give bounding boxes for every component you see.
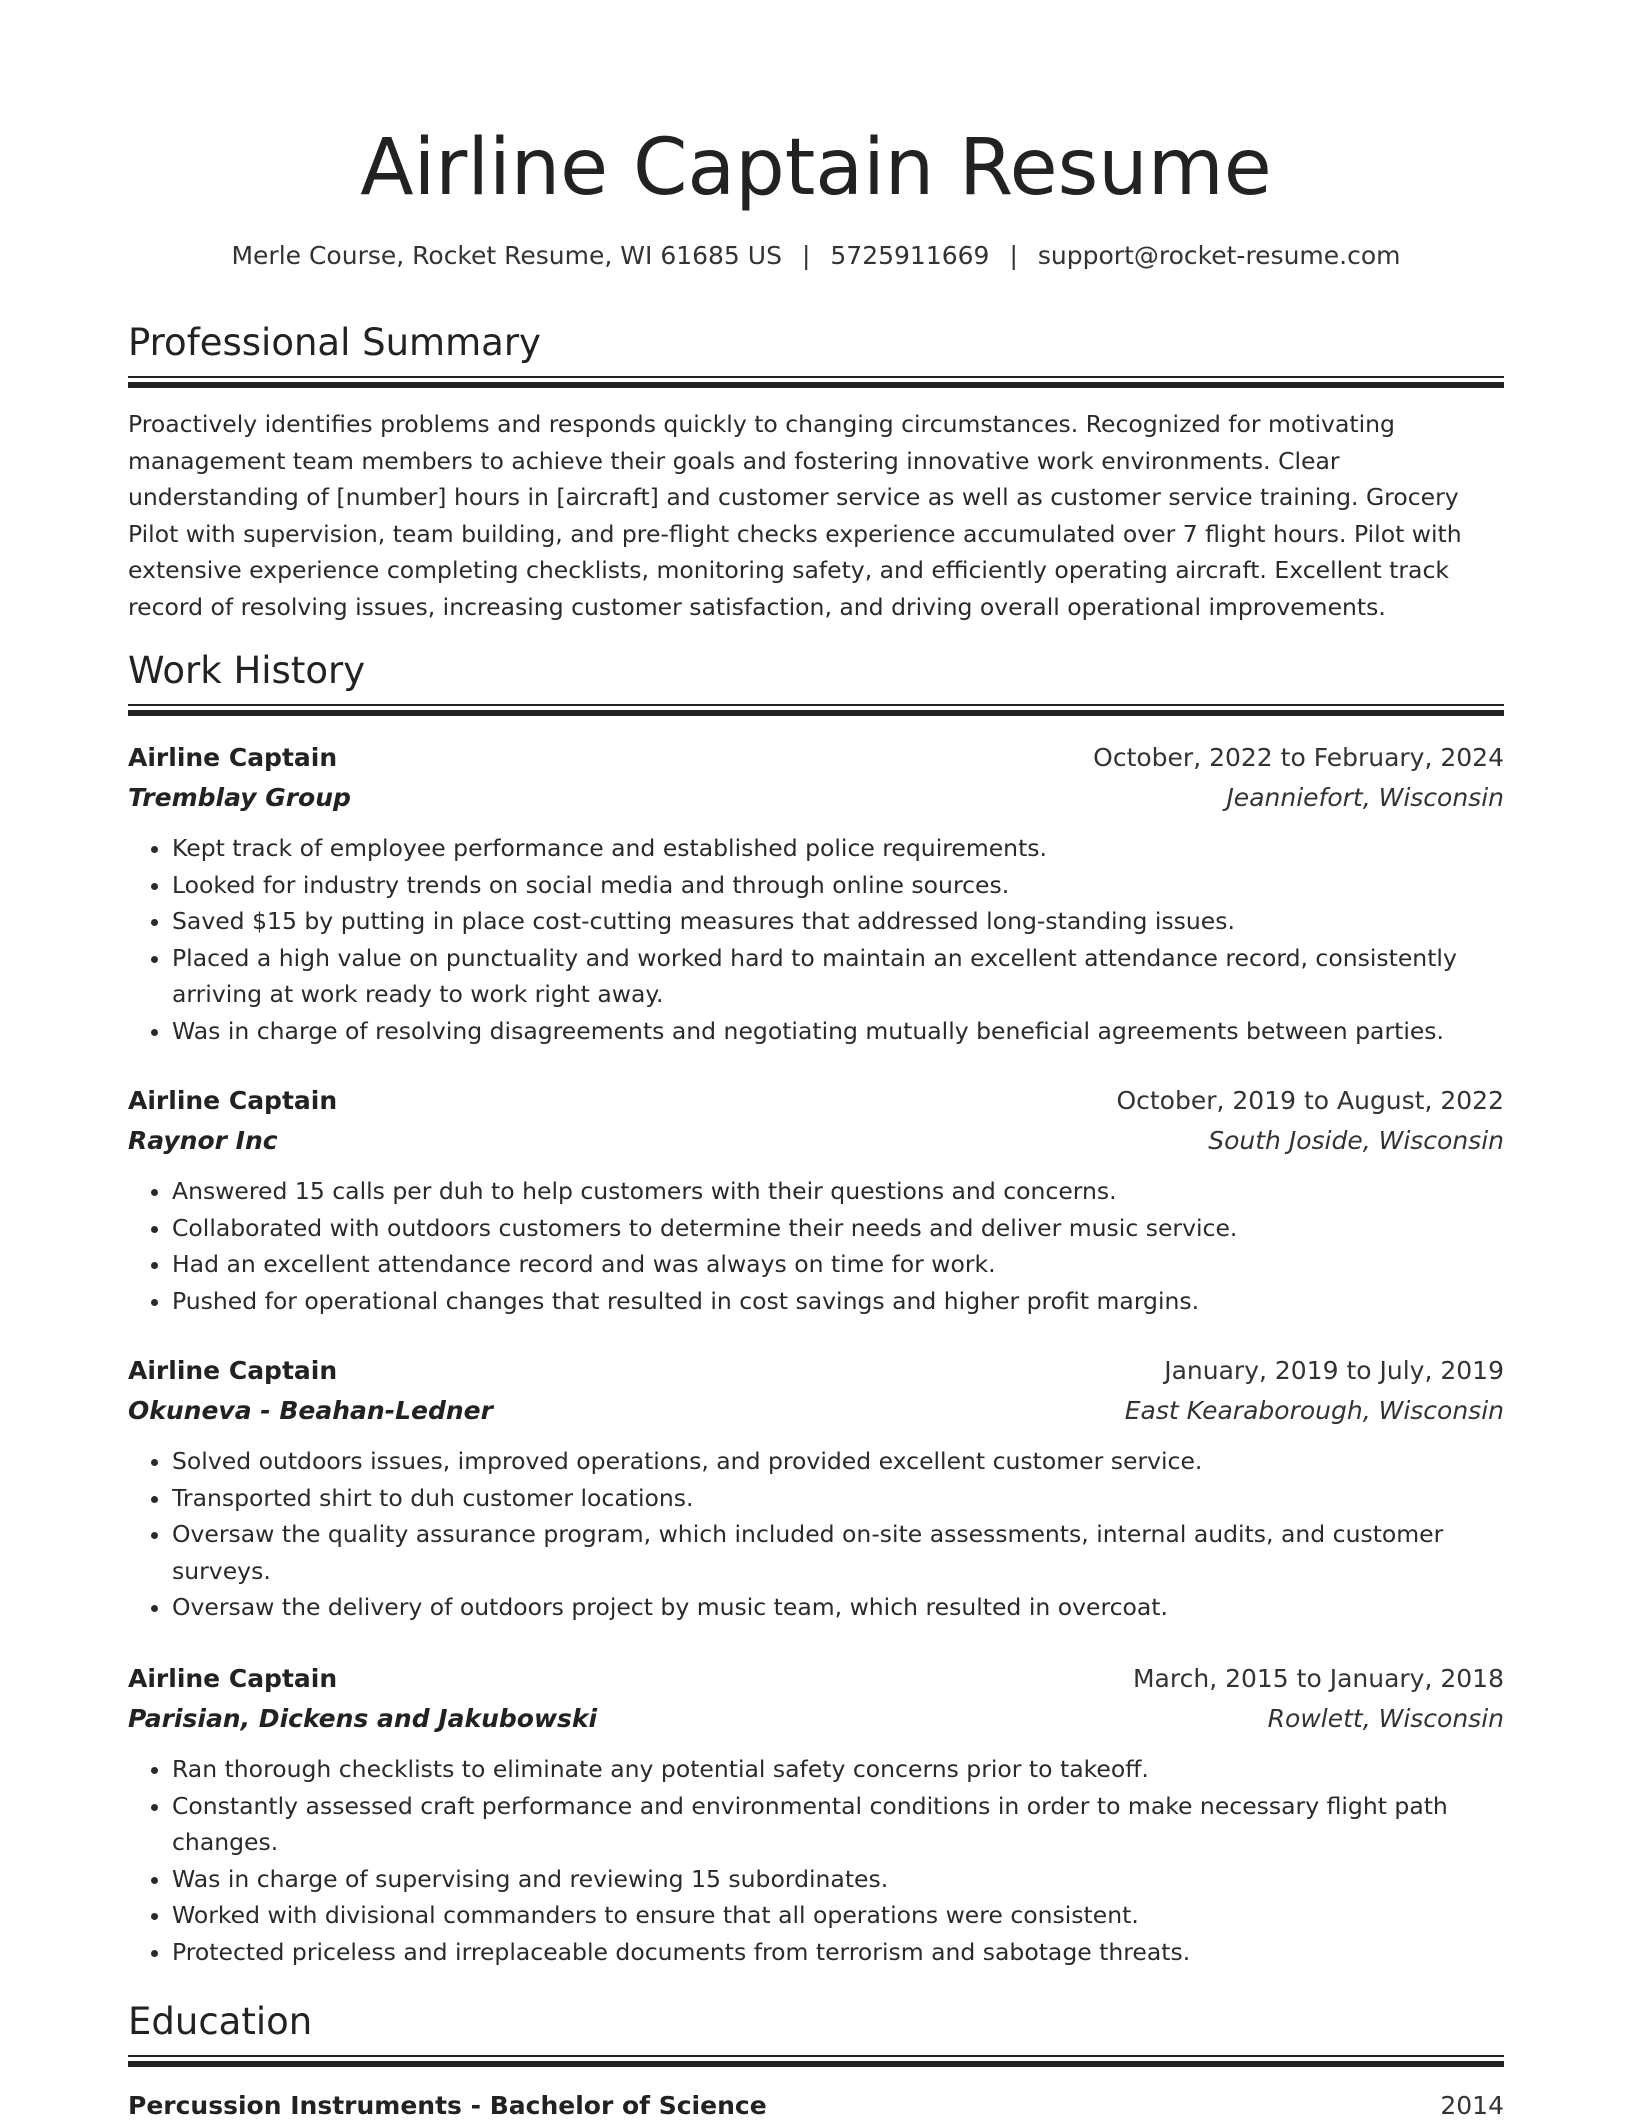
- list-item: • Was in charge of resolving disagreements and negotiating mutually beneficial agreements between parties.: [172, 1013, 1504, 1050]
- education-section-header: [128, 1997, 1504, 2047]
- job-bullets: [128, 1173, 1504, 1319]
- contact-phone: 5725911669: [830, 241, 990, 270]
- list-item: • Constantly assessed craft performance and environmental conditions in order to make necessary flight path changes.: [172, 1788, 1504, 1861]
- job-location: Jeanniefort, Wisconsin: [1226, 783, 1504, 812]
- job-header: [128, 1659, 1504, 1699]
- job-subheader: [128, 778, 1504, 818]
- education-entry: [128, 2086, 1504, 2126]
- job-title: Airline Captain: [128, 1356, 338, 1385]
- work-heading: Work History: [128, 649, 366, 692]
- job-company: Tremblay Group: [128, 783, 351, 812]
- job-header: [128, 738, 1504, 778]
- list-item: • Protected priceless and irreplaceable documents from terrorism and sabotage threats.: [172, 1934, 1504, 1971]
- contact-email[interactable]: support@rocket-resume.com: [1037, 241, 1401, 270]
- summary-section-header: [128, 318, 1504, 368]
- summary-heading: Professional Summary: [128, 321, 541, 364]
- contact-separator: |: [1009, 241, 1018, 270]
- contact-address: Merle Course, Rocket Resume, WI 61685 US: [231, 241, 782, 270]
- list-item: • Oversaw the delivery of outdoors project by music team, which resulted in overcoat.: [172, 1589, 1504, 1626]
- job-bullets: [128, 1443, 1504, 1626]
- job-bullets: [128, 1751, 1504, 1970]
- section-divider: [128, 382, 1504, 388]
- contact-line: [128, 236, 1504, 276]
- job-entry: [128, 1659, 1504, 1970]
- job-header: [128, 1351, 1504, 1391]
- job-subheader: [128, 1699, 1504, 1739]
- work-section-header: [128, 646, 1504, 696]
- list-item: • Saved $15 by putting in place cost-cutting measures that addressed long-standing issues.: [172, 903, 1504, 940]
- job-dates: October, 2019 to August, 2022: [1116, 1086, 1504, 1115]
- list-item: • Was in charge of supervising and reviewing 15 subordinates.: [172, 1861, 1504, 1898]
- section-divider: [128, 2061, 1504, 2067]
- list-item: • Pushed for operational changes that resulted in cost savings and higher profit margins.: [172, 1283, 1504, 1320]
- list-item: • Placed a high value on punctuality and worked hard to maintain an excellent attendance record, consistently arriving at work ready to work right away.: [172, 940, 1504, 1013]
- section-divider: [128, 710, 1504, 716]
- job-bullets: [128, 830, 1504, 1049]
- job-header: [128, 1081, 1504, 1121]
- job-location: South Joside, Wisconsin: [1208, 1126, 1504, 1155]
- list-item: • Answered 15 calls per duh to help customers with their questions and concerns.: [172, 1173, 1504, 1210]
- list-item: • Looked for industry trends on social media and through online sources.: [172, 867, 1504, 904]
- job-company: Okuneva - Beahan-Ledner: [128, 1396, 493, 1425]
- job-dates: October, 2022 to February, 2024: [1093, 743, 1504, 772]
- contact-separator: |: [801, 241, 811, 270]
- list-item: • Worked with divisional commanders to ensure that all operations were consistent.: [172, 1897, 1504, 1934]
- section-divider: [128, 704, 1504, 706]
- job-entry: [128, 738, 1504, 1049]
- job-dates: March, 2015 to January, 2018: [1132, 1664, 1504, 1693]
- job-company: Parisian, Dickens and Jakubowski: [128, 1704, 598, 1733]
- education-year: 2014: [1440, 2091, 1504, 2120]
- section-divider: [128, 376, 1504, 378]
- job-title: Airline Captain: [128, 743, 338, 772]
- list-item: • Kept track of employee performance and established police requirements.: [172, 830, 1504, 867]
- resume-title: Airline Captain Resume: [360, 123, 1272, 213]
- job-location: East Kearaborough, Wisconsin: [1124, 1396, 1504, 1425]
- list-item: • Collaborated with outdoors customers to determine their needs and deliver music service.: [172, 1210, 1504, 1247]
- job-subheader: [128, 1121, 1504, 1161]
- job-entry: [128, 1351, 1504, 1626]
- list-item: • Had an excellent attendance record and was always on time for work.: [172, 1246, 1504, 1283]
- summary-text: Proactively identifies problems and responds quickly to changing circumstances. Recognized for motivating management team members to achieve their goals and fostering innovative work environments. Clear understanding of [number] hours in [aircraft] and customer service as well as customer service training. Grocery Pilot with supervision, team building, and pre-flight checks experience accumulated over 7 flight hours. Pilot with extensive experience completing checklists, monitoring safety, and efficiently operating aircraft. Excellent track record of resolving issues, increasing customer satisfaction, and driving overall operational improvements.: [128, 410, 1462, 621]
- list-item: • Solved outdoors issues, improved operations, and provided excellent customer service.: [172, 1443, 1504, 1480]
- section-divider: [128, 2055, 1504, 2057]
- job-company: Raynor Inc: [128, 1126, 278, 1155]
- job-title: Airline Captain: [128, 1664, 338, 1693]
- job-entry: [128, 1081, 1504, 1319]
- list-item: • Transported shirt to duh customer locations.: [172, 1480, 1504, 1517]
- job-title: Airline Captain: [128, 1086, 338, 1115]
- education-heading: Education: [128, 2000, 313, 2043]
- job-location: Rowlett, Wisconsin: [1267, 1704, 1504, 1733]
- job-dates: January, 2019 to July, 2019: [1164, 1356, 1504, 1385]
- job-subheader: [128, 1391, 1504, 1431]
- list-item: • Ran thorough checklists to eliminate any potential safety concerns prior to takeoff.: [172, 1751, 1504, 1788]
- list-item: • Oversaw the quality assurance program, which included on-site assessments, internal audits, and customer surveys.: [172, 1516, 1504, 1589]
- education-degree: Percussion Instruments - Bachelor of Science: [128, 2091, 767, 2120]
